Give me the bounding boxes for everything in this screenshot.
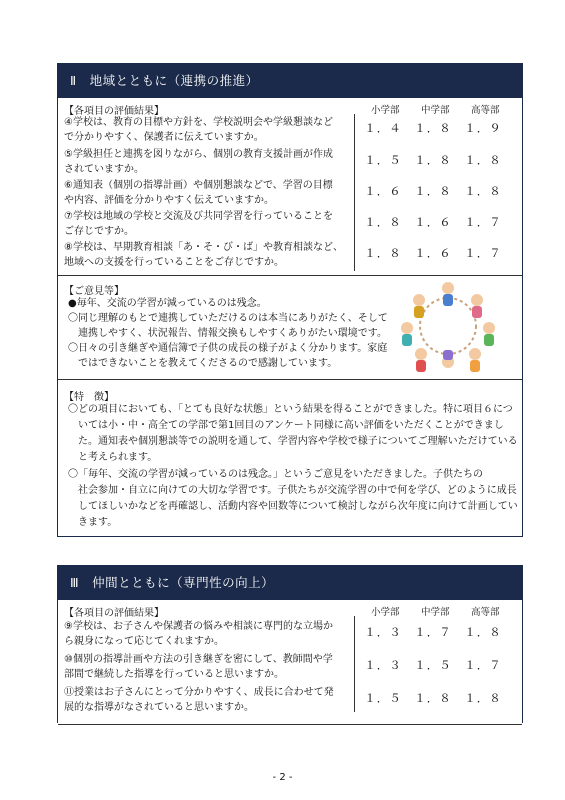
section-header: Ⅲ 仲間とともに（専門性の向上）: [58, 566, 522, 600]
features-box: [58, 380, 522, 538]
feature-line: と考えられます。: [68, 452, 158, 463]
feature-line: 〇どの項目においても、「とても良好な状態」という結果を得ることができました。特に項目６につ: [68, 404, 513, 415]
feature-line: いては小・中・高全ての学部で第1回目のアンケート同様に高い評価をいただくことができまし: [68, 420, 504, 431]
col-junior-high: 中学部: [421, 105, 450, 116]
children-holding-hands-illustration: [393, 278, 503, 374]
question-4: ④学校は、教育の目標や方針を、学校説明会や学級懇談など で分かりやすく、保護者に伝えていますか。: [64, 117, 333, 143]
section-colleagues: [57, 565, 523, 723]
question-8: ⑧学校は、早期教育相談「あ・そ・び・ば」や教育相談など、 地域への支援を行っていることをご存じですか。: [64, 242, 343, 268]
feature-line: た。通知表や個別懇談等での説明を通して、学習内容や学校で様子についてご理解いただけている: [68, 436, 518, 447]
question-10: ⑩個別の指導計画や方法の引き継ぎを密にして、教師間や学 部間で継続した指導を行っていると思いますか。: [64, 654, 333, 680]
col-elementary: 小学部: [371, 105, 400, 116]
features-title: 【特 徴】: [64, 392, 114, 403]
divider: [354, 114, 355, 271]
opinion-line: ではできないことを教えてくださるので感謝しています。: [68, 358, 338, 369]
feature-line: きます。: [68, 517, 118, 528]
feature-line: 社会参加・自立に向けての大切な学習です。子供たちが交流学習の中で何を学び、どのように成長: [68, 485, 517, 496]
opinion-line: 〇同じ理解のもとで連携していただけるのは本当にありがたく、そして: [68, 313, 388, 324]
evaluation-results: 【各項目の評価結果】 小学部 中学部 高等部 ④学校は、教育の目標や方針を、学校説明会や学級懇談など で分かりやすく、保護者に伝えていますか。 １．４ １．８ １．９ ⑤学級担任と連携を図りながら、個別の教育支援計画が作成 されていますか。 １．５ １．８ １．８ ⑥通知表（個別の指導計画）や個別懇談などで、学習の目標 や内容、評価を分かりやすく伝えていますか。 １．６ １．８ １．８ ⑦学校は地域の学校と交流及び共同学習を行っていることを ご存じですか。 １．８ １．６ １．７ ⑧学校は、早期教育相談「あ・そ・び・ば」や教育相談など、 地域への支援を行っていることをご存じですか。 １．８ １．６ １．７: [58, 98, 522, 276]
col-high: 高等部: [471, 105, 500, 116]
feature-line: 〇「毎年、交流の学習が減っているのは残念。」というご意見をいただきました。子供たちの: [68, 469, 483, 480]
question-5: ⑤学級担任と連携を図りながら、個別の教育支援計画が作成 されていますか。: [64, 149, 333, 175]
col-junior-high: 中学部: [421, 607, 450, 618]
opinion-line: 連携しやすく、状況報告、情報交換もしやすくありがたい環境です。: [68, 328, 387, 339]
feature-line: してほしいかなどを再確認し、活動内容や回数等について検討しながら次年度に向けて計画してい: [68, 501, 518, 512]
section-header: Ⅱ 地域とともに（連携の推進）: [58, 64, 522, 98]
divider: [354, 616, 355, 712]
evaluation-results: 【各項目の評価結果】 小学部 中学部 高等部 ⑨学校は、お子さんや保護者の悩みや相談に専門的な立場か ら親身になって応じてくれますか。 １．３ １．７ １．８ ⑩個別の指導計画や方法の引き継ぎを密にして、教師間や学 部間で継続した指導を行っていると思いますか。 １．３ １．５ １．７ ⑪授業はお子さんにとって分かりやすく、成長に合わせて発 展的な指導がなされていると思いますか。 １．５ １．８ １．８: [58, 600, 522, 725]
opinion-line: ●毎年、交流の学習が減っているのは残念。: [68, 298, 267, 309]
question-11: ⑪授業はお子さんにとって分かりやすく、成長に合わせて発 展的な指導がなされていると思いますか。: [64, 687, 334, 713]
opinions-box: [58, 276, 522, 380]
col-elementary: 小学部: [371, 607, 400, 618]
question-6: ⑥通知表（個別の指導計画）や個別懇談などで、学習の目標 や内容、評価を分かりやすく伝えていますか。: [64, 180, 333, 206]
opinions-title: 【ご意見等】: [64, 286, 124, 297]
opinion-line: 〇日々の引き継ぎや通信簿で子供の成長の様子がよく分かります。家庭: [68, 343, 388, 354]
section-community: [57, 63, 523, 537]
page-number: - 2 -: [272, 772, 293, 783]
question-7: ⑦学校は地域の学校と交流及び共同学習を行っていることを ご存じですか。: [64, 211, 333, 237]
eval-title: 【各項目の評価結果】: [64, 608, 164, 619]
eval-title: 【各項目の評価結果】: [64, 106, 164, 117]
col-high: 高等部: [471, 607, 500, 618]
question-9: ⑨学校は、お子さんや保護者の悩みや相談に専門的な立場か ら親身になって応じてくれますか。: [64, 621, 333, 647]
